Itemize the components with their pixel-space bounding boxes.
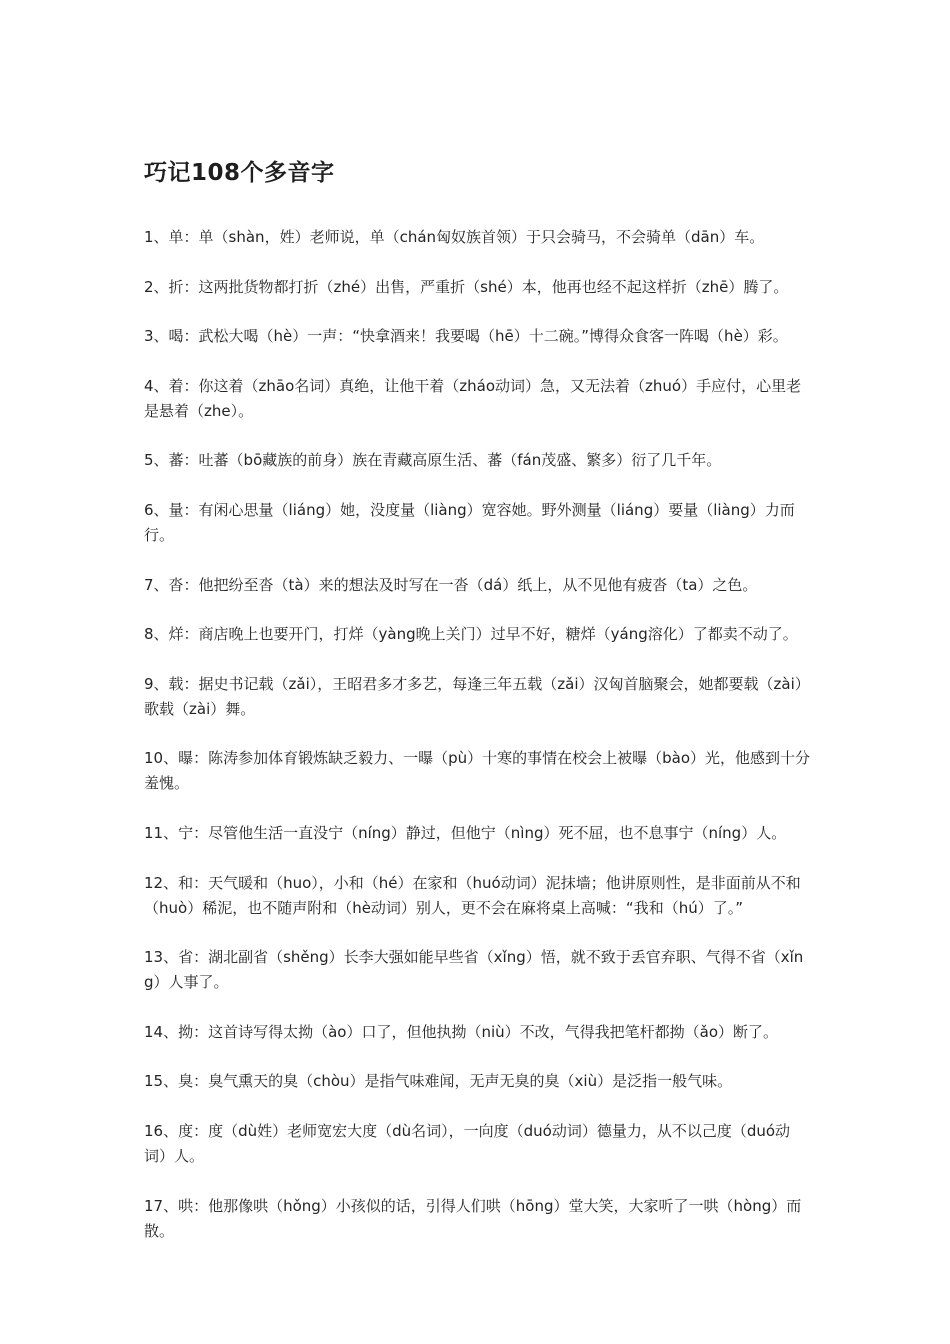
entry-16: 16、度：度（dù姓）老师宽宏大度（dù名词），一向度（duó动词）德量力，从不以己度（duó动词）人。	[144, 1121, 791, 1165]
document-title: 巧记108个多音字	[144, 160, 335, 186]
entry-4: 4、着：你这着（zhāo名词）真绝，让他干着（zháo动词）急，又无法着（zhuó）手应付，心里老是悬着（zhe）。	[144, 376, 802, 420]
entry-2: 2、折：这两批货物都打折（zhé）出售，严重折（shé）本，他再也经不起这样折（zhē）腾了。	[144, 277, 789, 296]
entry-8: 8、烊：商店晚上也要开门，打烊（yàng晚上关门）过早不好，糖烊（yáng溶化）了都卖不动了。	[144, 625, 798, 644]
entry-6: 6、量：有闲心思量（liáng）她，没度量（liàng）宽容她。野外测量（liáng）要量（liàng）力而行。	[144, 500, 795, 544]
entry-3: 3、喝：武松大喝（hè）一声：“快拿酒来！我要喝（hē）十二碗。”博得众食客一阵喝（hè）彩。	[144, 327, 788, 346]
entry-15: 15、臭：臭气熏天的臭（chòu）是指气味难闻，无声无臭的臭（xiù）是泛指一般气味。	[144, 1072, 733, 1091]
entry-9: 9、载：据史书记载（zǎi），王昭君多才多艺，每逢三年五载（zǎi）汉匈首脑聚会，她都要载（zài）歌载（zài）舞。	[144, 674, 810, 718]
entry-list	[144, 225, 812, 1268]
entry-10: 10、曝：陈涛参加体育锻炼缺乏毅力、一曝（pù）十寒的事情在校会上被曝（bào）光，他感到十分羞愧。	[144, 749, 811, 793]
entry-11: 11、宁：尽管他生活一直没宁（níng）静过，但他宁（nìng）死不屈，也不息事宁（níng）人。	[144, 823, 787, 842]
entry-5: 5、蕃：吐蕃（bō藏族的前身）族在青藏高原生活、蕃（fán茂盛、繁多）衍了几千年。	[144, 451, 722, 470]
entry-12: 12、和：天气暖和（huo），小和（hé）在家和（huó动词）泥抹墙；他讲原则性，是非面前从不和（huò）稀泥，也不随声附和（hè动词）别人，更不会在麻将桌上高喊：“我和（hú）了。”	[144, 873, 801, 917]
entry-13: 13、省：湖北副省（shěng）长李大强如能早些省（xǐng）悟，就不致于丢官弃职、气得不省（xǐng）人事了。	[144, 948, 804, 992]
entry-14: 14、拗：这首诗写得太拗（ào）口了，但他执拗（niù）不改，气得我把笔杆都拗（ǎo）断了。	[144, 1022, 779, 1041]
entry-1: 1、单：单（shàn，姓）老师说，单（chán匈奴族首领）于只会骑马，不会骑单（dān）车。	[144, 228, 765, 246]
entry-17: 17、哄：他那像哄（hǒng）小孩似的话，引得人们哄（hōng）堂大笑，大家听了一哄（hòng）而散。	[144, 1196, 802, 1240]
entry-7: 7、沓：他把纷至沓（tà）来的想法及时写在一沓（dá）纸上，从不见他有疲沓（ta）之色。	[144, 575, 758, 594]
